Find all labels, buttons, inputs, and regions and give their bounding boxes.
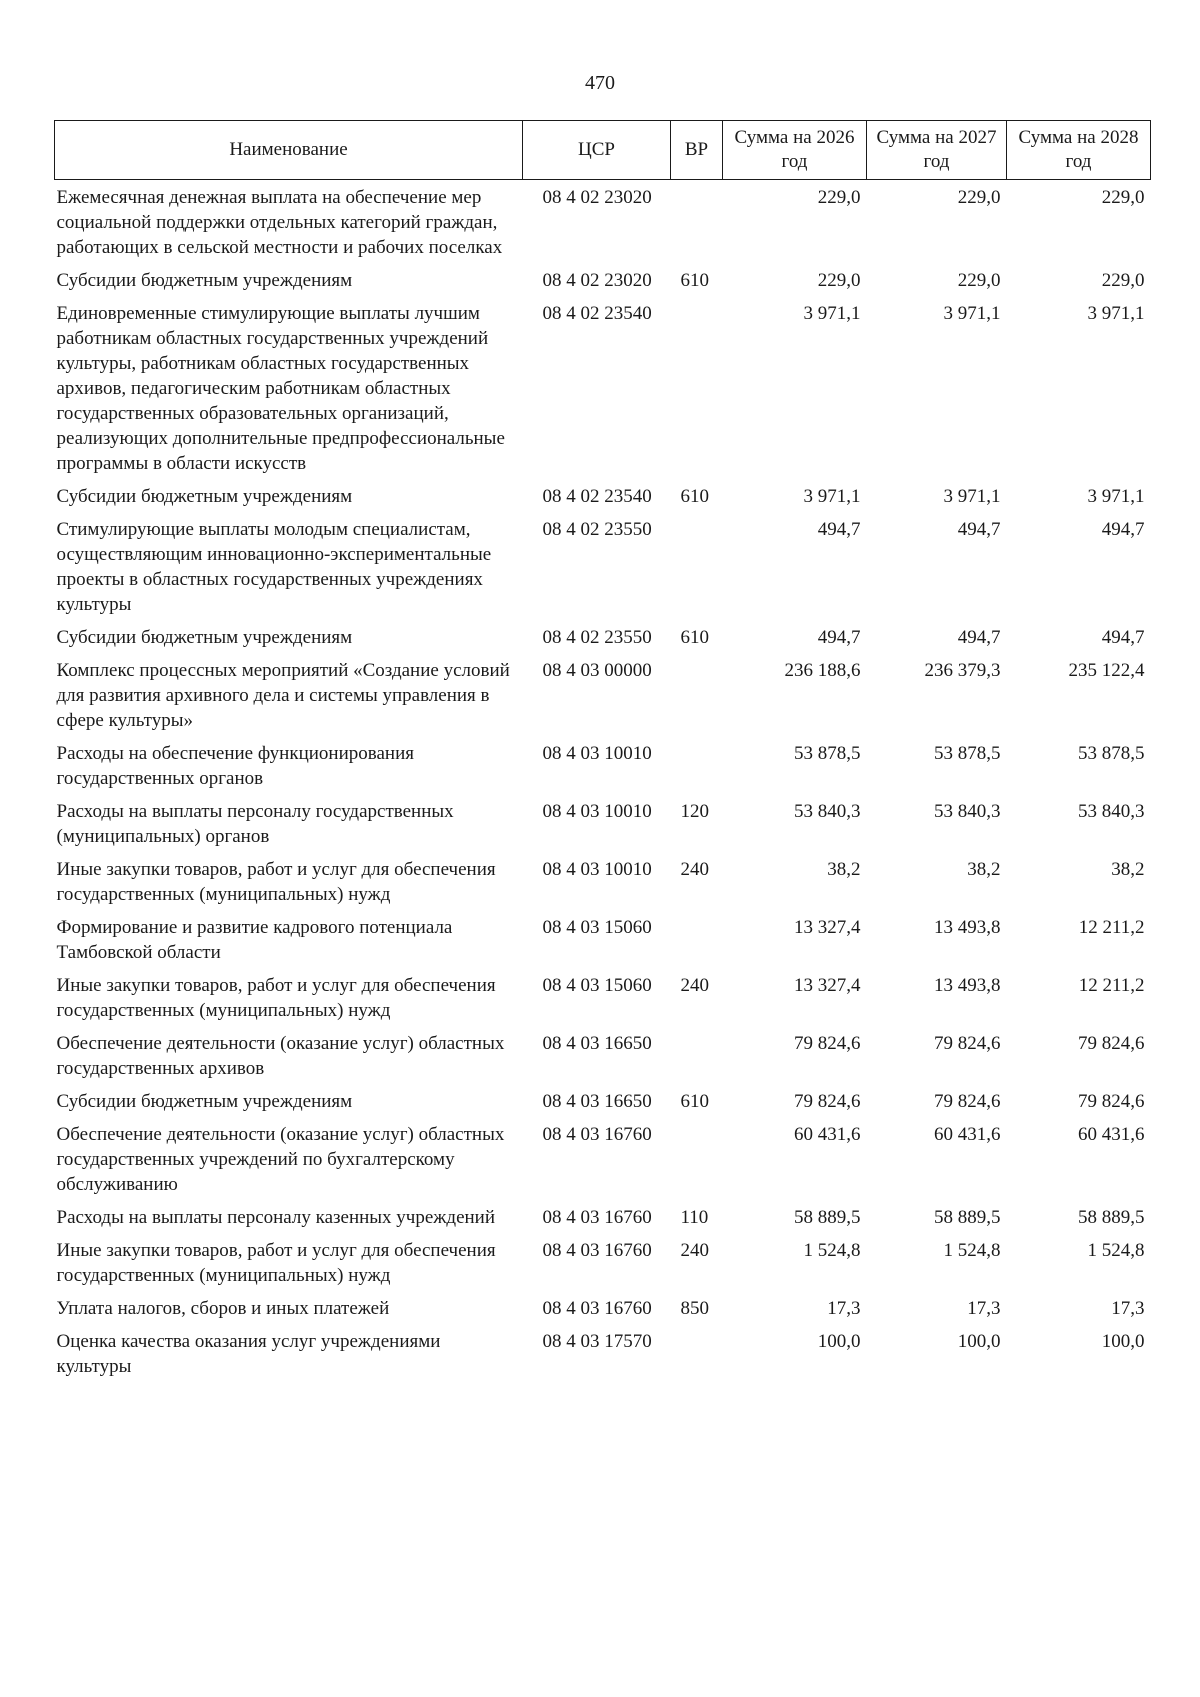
cell-name: Субсидии бюджетным учреждениям [56,627,353,648]
cell-name: Комплекс процессных мероприятий «Создание условий для развития архивного дела и системы управления в сфере культуры» [56,660,510,731]
cell-sum-2027: 60 431,6 [934,1124,1001,1145]
cell-sum-2026: 3 971,1 [803,303,861,324]
cell-csr: 08 4 03 16760 [542,1240,652,1261]
header-name: Наименование [55,121,523,180]
cell-sum-2026: 17,3 [827,1298,861,1319]
cell-sum-2026: 494,7 [817,519,861,540]
cell-sum-2027: 53 878,5 [934,743,1001,764]
cell-sum-2027: 1 524,8 [943,1240,1001,1261]
cell-vr: 610 [680,486,709,507]
table-row [55,968,1151,1026]
cell-name: Стимулирующие выплаты молодым специалистам, осуществляющим инновационно-экспериментальные проекты в областных государственных учреждениях культуры [56,519,492,615]
cell-csr: 08 4 02 23550 [542,627,652,648]
cell-sum-2026: 79 824,6 [794,1033,861,1054]
cell-sum-2027: 229,0 [957,187,1001,208]
cell-sum-2027: 53 840,3 [934,801,1001,822]
table-row [55,1233,1151,1291]
cell-sum-2026: 494,7 [817,627,861,648]
table-row [55,479,1151,512]
table-row [55,1291,1151,1324]
cell-sum-2026: 13 327,4 [794,917,861,938]
cell-name: Иные закупки товаров, работ и услуг для обеспечения государственных (муниципальных) нужд [56,975,496,1021]
page-number: 470 [585,72,615,94]
cell-sum-2026: 3 971,1 [803,486,861,507]
cell-sum-2028: 494,7 [1101,627,1145,648]
cell-sum-2027: 3 971,1 [943,486,1001,507]
cell-sum-2028: 494,7 [1101,519,1145,540]
table-row [55,263,1151,296]
cell-sum-2026: 100,0 [817,1331,861,1352]
cell-csr: 08 4 03 10010 [542,859,652,880]
cell-sum-2028: 229,0 [1101,187,1145,208]
table-row [55,736,1151,794]
cell-name: Обеспечение деятельности (оказание услуг) областных государственных учреждений по бухгалтерскому обслуживанию [56,1124,505,1195]
cell-vr [671,296,723,479]
cell-sum-2026: 60 431,6 [794,1124,861,1145]
cell-csr: 08 4 03 16760 [542,1298,652,1319]
table-row [55,620,1151,653]
cell-sum-2028: 1 524,8 [1087,1240,1145,1261]
cell-sum-2027: 79 824,6 [934,1033,1001,1054]
cell-csr: 08 4 03 00000 [542,660,652,681]
cell-vr: 610 [680,270,709,291]
header-sum-2026: Сумма на 2026 год [723,121,867,180]
cell-sum-2027: 236 379,3 [924,660,1001,681]
cell-name: Единовременные стимулирующие выплаты лучшим работникам областных государственных учреждений культуры, работникам областных государственных архивов, педагогическим работникам областных государственных образовательных организаций, реализующих дополнительные предпрофессиональные программы в области искусств [56,303,505,474]
cell-sum-2027: 229,0 [957,270,1001,291]
cell-sum-2027: 494,7 [957,627,1001,648]
cell-name: Расходы на выплаты персоналу казенных учреждений [56,1207,496,1228]
header-sum-2027: Сумма на 2027 год [867,121,1007,180]
cell-sum-2026: 38,2 [827,859,861,880]
cell-vr [671,1117,723,1200]
cell-sum-2026: 229,0 [817,270,861,291]
cell-vr [671,653,723,736]
cell-sum-2026: 229,0 [817,187,861,208]
cell-csr: 08 4 03 16760 [542,1207,652,1228]
cell-sum-2026: 79 824,6 [794,1091,861,1112]
cell-csr: 08 4 03 10010 [542,801,652,822]
cell-csr: 08 4 03 15060 [542,917,652,938]
cell-sum-2028: 17,3 [1111,1298,1145,1319]
budget-table [54,120,1151,1382]
cell-csr: 08 4 02 23020 [542,187,652,208]
cell-sum-2028: 229,0 [1101,270,1145,291]
cell-vr: 240 [680,859,709,880]
cell-name: Расходы на выплаты персоналу государственных (муниципальных) органов [56,801,454,847]
cell-sum-2027: 38,2 [967,859,1001,880]
cell-sum-2028: 58 889,5 [1078,1207,1145,1228]
cell-sum-2028: 60 431,6 [1078,1124,1145,1145]
cell-csr: 08 4 03 15060 [542,975,652,996]
cell-name: Ежемесячная денежная выплата на обеспечение мер социальной поддержки отдельных категорий граждан, работающих в сельской местности и рабочих поселках [56,187,503,258]
cell-csr: 08 4 02 23540 [542,486,652,507]
cell-name: Субсидии бюджетным учреждениям [56,486,353,507]
table-row [55,1200,1151,1233]
cell-name: Иные закупки товаров, работ и услуг для обеспечения государственных (муниципальных) нужд [56,1240,496,1286]
cell-sum-2028: 12 211,2 [1078,917,1145,938]
cell-name: Иные закупки товаров, работ и услуг для обеспечения государственных (муниципальных) нужд [56,859,496,905]
table-header-row [55,121,1151,180]
table-row [55,1324,1151,1382]
table-row [55,1117,1151,1200]
cell-csr: 08 4 02 23020 [542,270,652,291]
cell-sum-2028: 12 211,2 [1078,975,1145,996]
cell-sum-2026: 58 889,5 [794,1207,861,1228]
cell-name: Обеспечение деятельности (оказание услуг) областных государственных архивов [56,1033,505,1079]
cell-vr [671,512,723,620]
cell-vr: 120 [680,801,709,822]
cell-name: Расходы на обеспечение функционирования государственных органов [56,743,414,789]
cell-sum-2027: 494,7 [957,519,1001,540]
cell-vr [671,736,723,794]
cell-name: Формирование и развитие кадрового потенциала Тамбовской области [56,917,453,963]
cell-csr: 08 4 02 23540 [542,303,652,324]
cell-vr [671,1026,723,1084]
table-row [55,180,1151,264]
cell-vr: 610 [680,1091,709,1112]
table-row [55,296,1151,479]
table-row [55,852,1151,910]
cell-csr: 08 4 02 23550 [542,519,652,540]
cell-sum-2028: 100,0 [1101,1331,1145,1352]
cell-sum-2027: 3 971,1 [943,303,1001,324]
cell-name: Субсидии бюджетным учреждениям [56,1091,353,1112]
cell-vr: 110 [680,1207,709,1228]
table-row [55,653,1151,736]
cell-csr: 08 4 03 17570 [542,1331,652,1352]
cell-vr [671,1324,723,1382]
cell-csr: 08 4 03 10010 [542,743,652,764]
table-row [55,794,1151,852]
table-row [55,1084,1151,1117]
cell-sum-2026: 13 327,4 [794,975,861,996]
table-body [55,180,1151,1383]
cell-sum-2028: 79 824,6 [1078,1033,1145,1054]
cell-csr: 08 4 03 16650 [542,1091,652,1112]
cell-vr: 240 [680,975,709,996]
cell-name: Оценка качества оказания услуг учреждениями культуры [56,1331,441,1377]
cell-vr: 240 [680,1240,709,1261]
cell-sum-2028: 38,2 [1111,859,1145,880]
cell-sum-2027: 17,3 [967,1298,1001,1319]
header-vr: ВР [671,121,723,180]
cell-vr: 850 [680,1298,709,1319]
cell-sum-2028: 53 840,3 [1078,801,1145,822]
cell-sum-2026: 1 524,8 [803,1240,861,1261]
cell-sum-2026: 236 188,6 [784,660,861,681]
cell-sum-2026: 53 878,5 [794,743,861,764]
cell-name: Уплата налогов, сборов и иных платежей [56,1298,390,1319]
cell-csr: 08 4 03 16650 [542,1033,652,1054]
table-row [55,512,1151,620]
cell-sum-2027: 13 493,8 [934,975,1001,996]
cell-name: Субсидии бюджетным учреждениям [56,270,353,291]
cell-vr [671,910,723,968]
header-csr: ЦСР [523,121,671,180]
cell-sum-2028: 235 122,4 [1068,660,1145,681]
cell-sum-2027: 79 824,6 [934,1091,1001,1112]
cell-sum-2027: 58 889,5 [934,1207,1001,1228]
cell-sum-2028: 79 824,6 [1078,1091,1145,1112]
cell-sum-2028: 3 971,1 [1087,486,1145,507]
table-row [55,910,1151,968]
cell-csr: 08 4 03 16760 [542,1124,652,1145]
cell-sum-2027: 100,0 [957,1331,1001,1352]
cell-sum-2026: 53 840,3 [794,801,861,822]
cell-vr [671,180,723,264]
cell-sum-2027: 13 493,8 [934,917,1001,938]
cell-sum-2028: 53 878,5 [1078,743,1145,764]
cell-vr: 610 [680,627,709,648]
cell-sum-2028: 3 971,1 [1087,303,1145,324]
table-row [55,1026,1151,1084]
header-sum-2028: Сумма на 2028 год [1007,121,1151,180]
